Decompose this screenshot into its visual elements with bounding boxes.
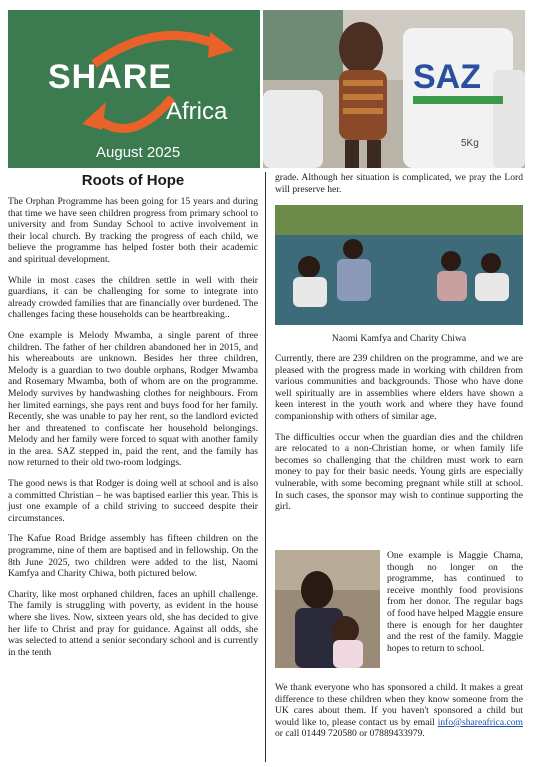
sack-print-weight: 5Kg: [461, 138, 479, 149]
paragraph-challenges: While in most cases the children settle in well with their guardians, it can be challenging for some to integrate into already crowded families that are financially over burdened. The challenges facing these households can be heartbreaking..: [8, 274, 258, 321]
paragraph-maggie: One example is Maggie Chama, though no longer on the programme, has continued to receive monthly food provisions from her donor. The regular bags of food have helped Maggie ensure there is enough for her daughter and the rest of the family. Maggie hopes to return to school.: [387, 550, 523, 654]
right-column-top: [275, 172, 523, 204]
woman-with-baby-photo: [275, 550, 380, 668]
right-column-middle: [275, 353, 523, 522]
child-with-food-sacks-photo: [263, 10, 525, 168]
paragraph-continuation: grade. Although her situation is complicated, we pray the Lord will preserve her.: [275, 172, 523, 195]
email-link[interactable]: info@shareafrica.com: [437, 716, 523, 728]
article-title: Roots of Hope: [81, 172, 185, 189]
baptism-river-photo: [275, 205, 523, 325]
issue-date: August 2025: [96, 144, 181, 161]
paragraph-rodger: The good news is that Rodger is doing well at school and is also a committed Christian – he was baptised earlier this year. This is just one example of a child striving to succeed despite their circumstances.: [8, 478, 258, 524]
paragraph-closing: [275, 682, 523, 740]
logo-subtitle: Africa: [166, 98, 228, 125]
paragraph-charity: Charity, like most orphaned children, faces an uphill challenge. The family is struggling with poverty, as evident in the house where she lives. Now, sixteen years old, she has decided to give her life to Christ and pray for guidance. Against all odds, she was selected to attend a senior secondary school and is currently in the tenth: [8, 588, 258, 658]
closing-phone-text: or call 01449 720580 or 07889433979.: [275, 728, 425, 740]
column-divider: [265, 172, 266, 762]
photo-caption: Naomi Kamfya and Charity Chiwa: [331, 333, 467, 344]
curved-arrow-bottom-icon: [80, 94, 180, 142]
sack-print-saz: SAZ: [413, 58, 481, 96]
paragraph-difficulties: The difficulties occur when the guardian dies and the children are relocated to a non-Christian home, or when family life becomes so challenging that the children must work to earn money to pay for their basic needs. Young girls are especially vulnerable, with some becoming pregnant while still at school. In such cases, the sponsor may wish to continue supporting the girl.: [275, 431, 523, 513]
logo-wordmark: SHARE: [48, 58, 173, 96]
paragraph-melody: One example is Melody Mwamba, a single parent of three children. The father of her children abandoned her in 2015, and his whereabouts are unknown. Besides her three children, Melody is a guardian to two double orphans, Rodger Mwamba and Rosemary Mwamba, both of whom are on the programme. Melody survives by handwashing clothes for neighbours. From her limited earnings, she pays rent and buys food for her family. Recently, she was unable to pay her rent, so the landlord evicted her and threatened to confiscate her household belongings. Melody and her family were forced to squat with another family in the area. SAZ stepped in, paid the rent, and the family has now returned to their old two-room lodgings.: [8, 329, 258, 469]
left-column: [8, 196, 258, 667]
paragraph-current-programme: Currently, there are 239 children on the programme, and we are pleased with the progress made in working with children from various communities and backgrounds. Those who have done well spiritually are in assemblies where elders have shown a keen interest in the youth work and where they have found companionship with others of similar age.: [275, 353, 523, 422]
closing-block: [275, 682, 523, 749]
maggie-text-block: [387, 550, 523, 663]
closing-text: We thank everyone who has sponsored a child. It makes a great difference to these children when they know someone from the UK cares about them. If you haven't sponsored a child but would like to, please contact us by email: [275, 682, 523, 728]
paragraph-kafue: The Kafue Road Bridge assembly has fifteen children on the programme, nine of them are baptised and in fellowship. On the 8th June 2025, two children were added to the list, Naomi Kamfya and Charity Chiwa, both pictured below.: [8, 533, 258, 580]
newsletter-header: [8, 10, 260, 168]
paragraph-intro: The Orphan Programme has been going for 15 years and during that time we have seen children progress from primary school to university and from Sunday School to active involvement in their local church. By tracking the progress of each child, we believe the programme has helped foster both their academic and spiritual development.: [8, 196, 258, 265]
